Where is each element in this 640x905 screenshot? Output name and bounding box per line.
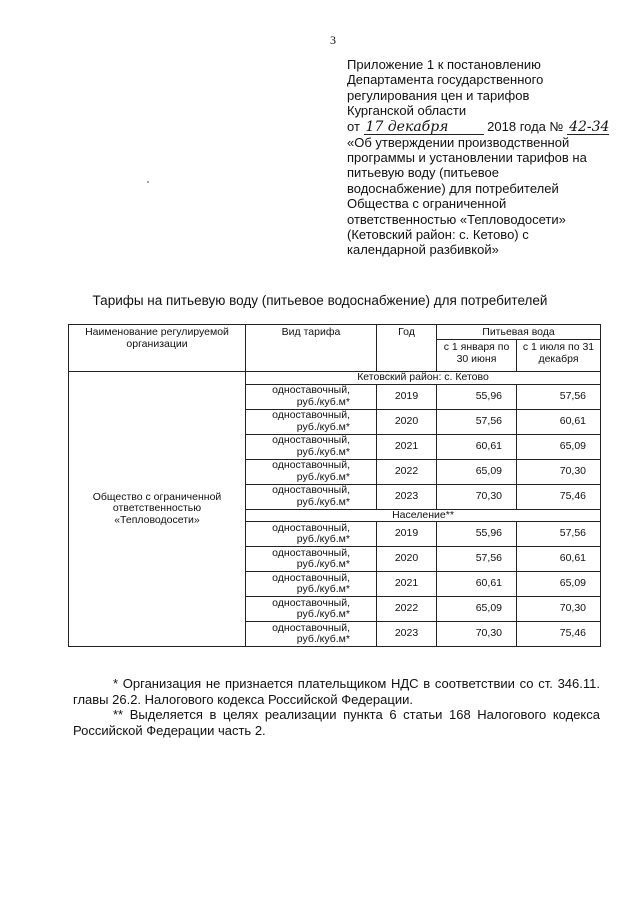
footnotes: [73, 676, 600, 738]
year-cell: 2023: [377, 622, 437, 647]
tariff-first-half-cell: 55,96: [437, 384, 517, 409]
tariff-first-half-cell: 65,09: [437, 459, 517, 484]
annex-title-line: питьевую воду (питьевое: [347, 165, 499, 181]
footnote-vat: * Организация не признается плательщиком НДС в соответствии со ст. 346.11. главы 26.2. Налогового кодекса Российской Федерации.: [73, 676, 600, 707]
annex-line: Приложение 1 к постановлению: [347, 57, 541, 72]
page-number: 3: [330, 33, 336, 47]
annex-title-line: Общества с ограниченной: [347, 196, 507, 212]
tariff-second-half-cell: 70,30: [517, 459, 601, 484]
year-cell: 2019: [377, 384, 437, 409]
tariff-first-half-cell: 60,61: [437, 572, 517, 597]
tariff-type-cell: одноставочный, руб./куб.м*: [246, 597, 377, 622]
tariff-first-half-cell: 65,09: [437, 597, 517, 622]
date-prefix: от: [347, 118, 360, 134]
tariff-type-cell: одноставочный, руб./куб.м*: [246, 572, 377, 597]
year-cell: 2019: [377, 522, 437, 547]
annex-title-line: «Об утверждении производственной: [347, 134, 570, 150]
tariff-second-half-cell: 65,09: [517, 434, 601, 459]
annex-title-line: (Кетовский район: с. Кетово) с: [347, 227, 529, 243]
header-drinking-water: Питьевая вода: [437, 325, 601, 340]
annex-title-line: водоснабжение) для потребителей: [347, 180, 559, 196]
tariff-first-half-cell: 57,56: [437, 547, 517, 572]
annex-line: Департамента государственного: [347, 72, 544, 88]
tariff-type-cell: одноставочный, руб./куб.м*: [246, 459, 377, 484]
handwritten-date: 17 декабря: [364, 121, 484, 135]
tariff-second-half-cell: 70,30: [517, 597, 601, 622]
header-organization: Наименование регулируемой организации: [69, 325, 246, 372]
tariff-second-half-cell: 57,56: [517, 522, 601, 547]
annex-block: [347, 57, 617, 258]
tariff-table: [68, 324, 601, 647]
tariff-first-half-cell: 57,56: [437, 409, 517, 434]
annex-date-line: [347, 119, 617, 135]
tariff-second-half-cell: 60,61: [517, 547, 601, 572]
tariff-type-cell: одноставочный, руб./куб.м*: [246, 384, 377, 409]
annex-line: регулирования цен и тарифов: [347, 87, 530, 103]
handwritten-number: 42-34: [569, 118, 610, 135]
tariff-first-half-cell: 70,30: [437, 622, 517, 647]
tariff-type-cell: одноставочный, руб./куб.м*: [246, 622, 377, 647]
year-cell: 2023: [377, 484, 437, 509]
tariff-type-cell: одноставочный, руб./куб.м*: [246, 409, 377, 434]
tariff-first-half-cell: 70,30: [437, 484, 517, 509]
year-cell: 2020: [377, 409, 437, 434]
section-title: Население**: [246, 509, 601, 522]
section-title: Кетовский район: с. Кетово: [246, 372, 601, 385]
header-year: Год: [377, 325, 437, 372]
header-period-first-half: с 1 января по 30 июня: [437, 340, 517, 372]
date-year: 2018 года №: [487, 118, 564, 134]
year-cell: 2022: [377, 459, 437, 484]
annex-title-line: ответственностью «Тепловодосети»: [347, 211, 566, 227]
year-cell: 2022: [377, 597, 437, 622]
year-cell: 2020: [377, 547, 437, 572]
tariff-first-half-cell: 60,61: [437, 434, 517, 459]
footnote-population: ** Выделяется в целях реализации пункта 6 статьи 168 Налогового кодекса Российской Федерации часть 2.: [73, 707, 600, 738]
annex-title-line: программы и установлении тарифов на: [347, 150, 587, 166]
tariff-second-half-cell: 75,46: [517, 484, 601, 509]
annex-line: Курганской области: [347, 103, 467, 119]
scan-speck: [147, 181, 149, 183]
year-cell: 2021: [377, 434, 437, 459]
organization-cell: Общество с ограниченной ответственностью «Тепловодосети»: [69, 372, 246, 647]
tariff-second-half-cell: 65,09: [517, 572, 601, 597]
header-tariff-type: Вид тарифа: [246, 325, 377, 372]
tariff-type-cell: одноставочный, руб./куб.м*: [246, 484, 377, 509]
header-period-second-half: с 1 июля по 31 декабря: [517, 340, 601, 372]
tariff-first-half-cell: 55,96: [437, 522, 517, 547]
tariff-second-half-cell: 57,56: [517, 384, 601, 409]
tariff-second-half-cell: 75,46: [517, 622, 601, 647]
tariff-type-cell: одноставочный, руб./куб.м*: [246, 547, 377, 572]
table-title: Тарифы на питьевую воду (питьевое водоснабжение) для потребителей: [92, 293, 548, 308]
tariff-type-cell: одноставочный, руб./куб.м*: [246, 522, 377, 547]
year-cell: 2021: [377, 572, 437, 597]
annex-title-line: календарной разбивкой»: [347, 242, 499, 258]
tariff-second-half-cell: 60,61: [517, 409, 601, 434]
tariff-type-cell: одноставочный, руб./куб.м*: [246, 434, 377, 459]
